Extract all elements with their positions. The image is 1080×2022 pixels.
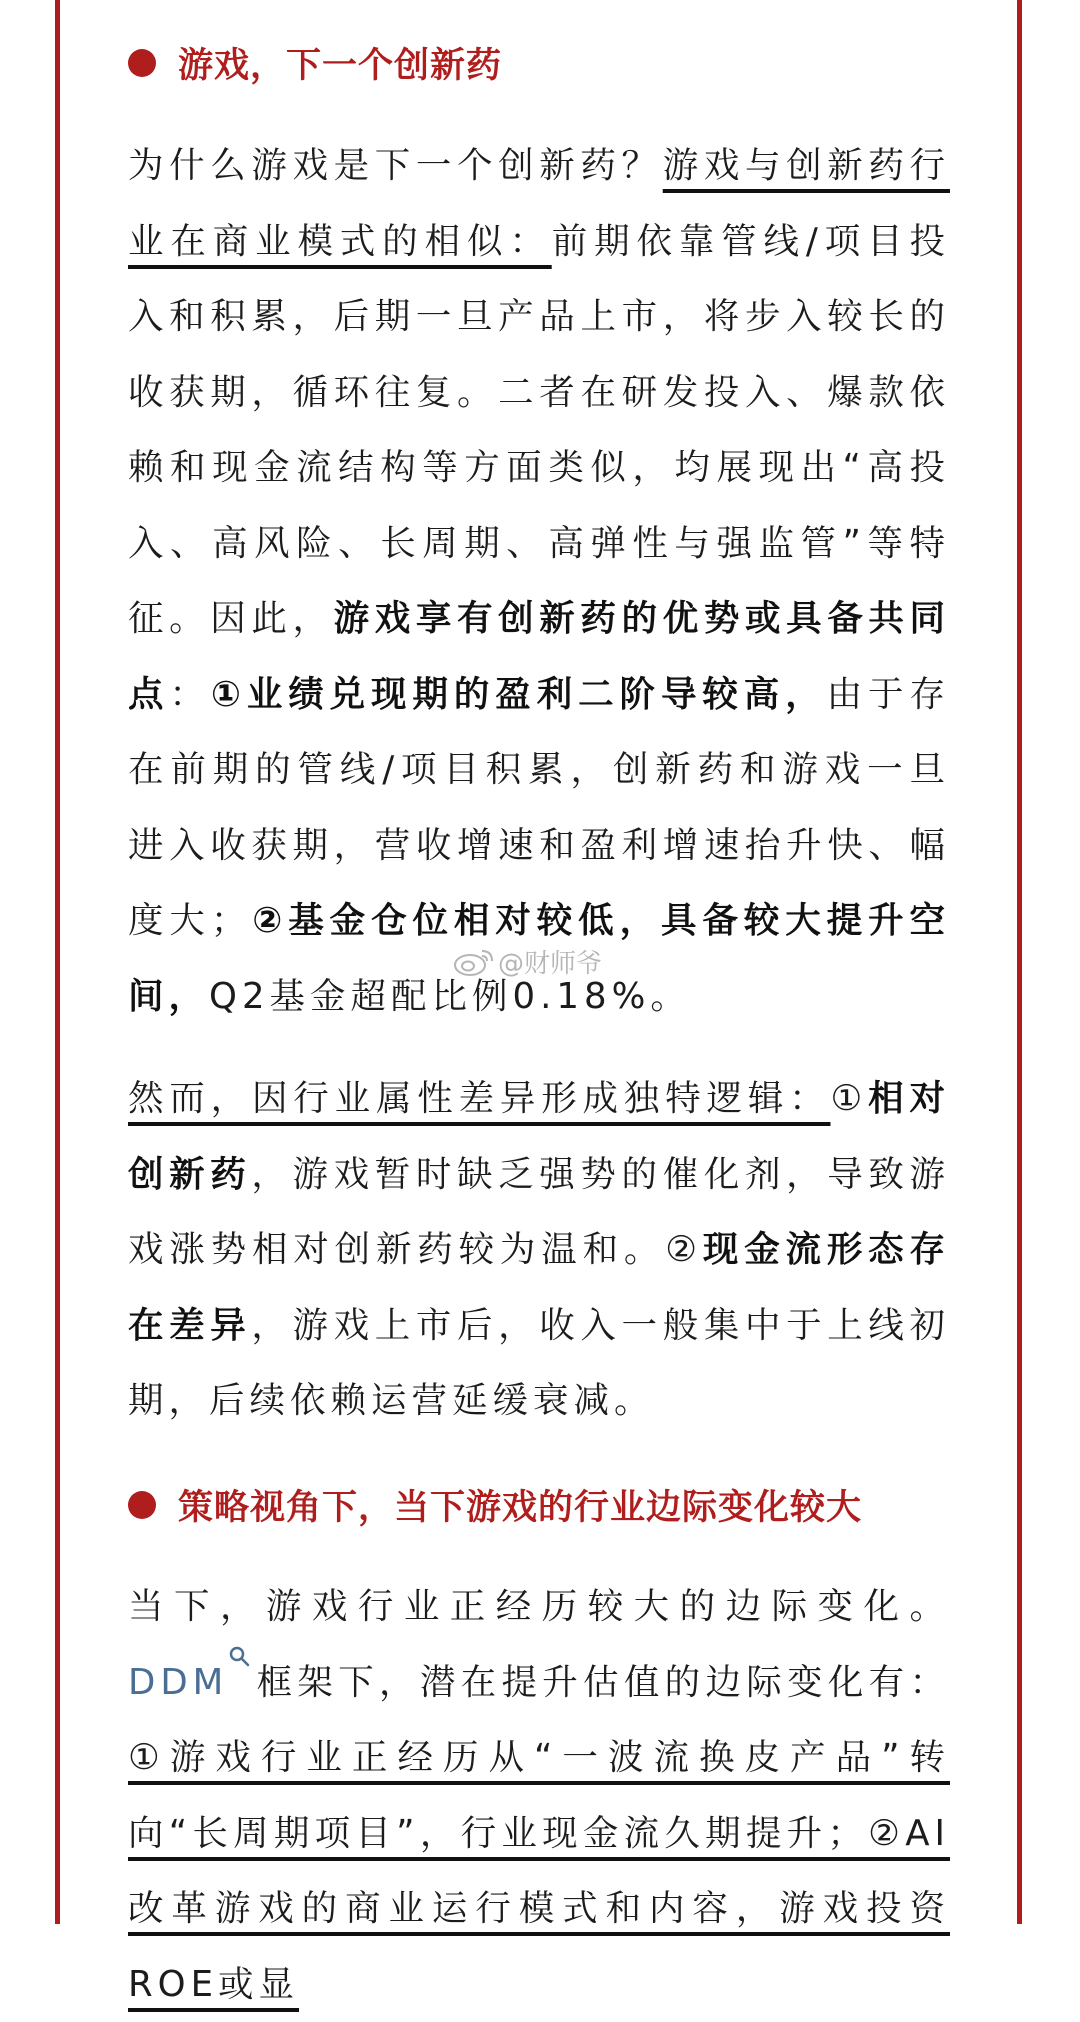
underlined-text: 游戏与创新药行业在商业模式的相似：	[128, 145, 950, 262]
text-run: 当下，游戏行业正经历较大的边际变化。	[128, 1586, 950, 1627]
text-run: 框架下，潜在提升估值的边际变化有：	[256, 1661, 950, 1703]
bold-text: 现金流形态存在差异	[128, 1229, 950, 1346]
section-heading-2-text: 策略视角下，当下游戏的行业边际变化较大	[178, 1488, 863, 1528]
ddm-link[interactable]: DDM	[128, 1661, 229, 1703]
bold-text: 游戏享有创新药的优势或具备共同点	[128, 598, 950, 715]
watermark	[452, 943, 602, 980]
paragraph-2	[128, 1061, 950, 1439]
underlined-text: ①游戏行业正经历从“一波流换皮产品”转向“长周期项目”，行业现金流久期提升；②AI改革游戏的商业运行模式和内容，游戏投资ROE或显	[128, 1737, 950, 2005]
section-heading-1-text: 游戏，下一个创新药	[178, 46, 503, 86]
underlined-text: 然而，因行业属性差异形成独特逻辑：	[128, 1078, 831, 1119]
text-run: 前期依靠管线/项目投入和积累，后期一旦产品上市，将步入较长的收获期，循环往复。二者在研发投入、爆款依赖和现金流结构等方面类似，均展现出“高投入、高风险、长周期、高弹性与强监管”等特征。因此，	[128, 220, 950, 639]
bold-text: ①业绩兑现期的盈利二阶导较高，	[210, 673, 827, 715]
text-run: ，游戏上市后，收入一般集中于上线初期，后续依赖运营延缓衰减。	[128, 1304, 950, 1421]
watermark-text: @财师爷	[498, 949, 603, 979]
right-border-line	[1017, 0, 1022, 1924]
weibo-icon	[452, 947, 496, 977]
text-run: ，游戏暂时缺乏强势的催化剂，导致游戏涨势相对创新药较为温和。②	[128, 1153, 950, 1270]
paragraph-1	[128, 128, 950, 1034]
section-heading-1	[128, 38, 502, 88]
text-run: Q2基金超配比例0.18%。	[209, 975, 691, 1017]
bold-text: 相对创新药	[128, 1078, 950, 1195]
bullet-dot-icon	[128, 49, 156, 77]
text-run: ：	[169, 673, 211, 715]
bullet-dot-icon	[128, 1491, 156, 1519]
text-run: ①	[830, 1078, 869, 1119]
text-run: 为什么游戏是下一个创新药？	[128, 145, 663, 186]
section-heading-2	[128, 1480, 862, 1530]
left-border-line	[55, 0, 60, 1924]
paragraph-3	[128, 1569, 950, 2022]
search-icon[interactable]	[228, 1645, 252, 1673]
text-run: 由于存在前期的管线/项目积累，创新药和游戏一旦进入收获期，营收增速和盈利增速抬升快、幅度大；	[128, 673, 950, 941]
bold-text: ②基金仓位相对较低，具备较大提升空间，	[128, 900, 950, 1017]
